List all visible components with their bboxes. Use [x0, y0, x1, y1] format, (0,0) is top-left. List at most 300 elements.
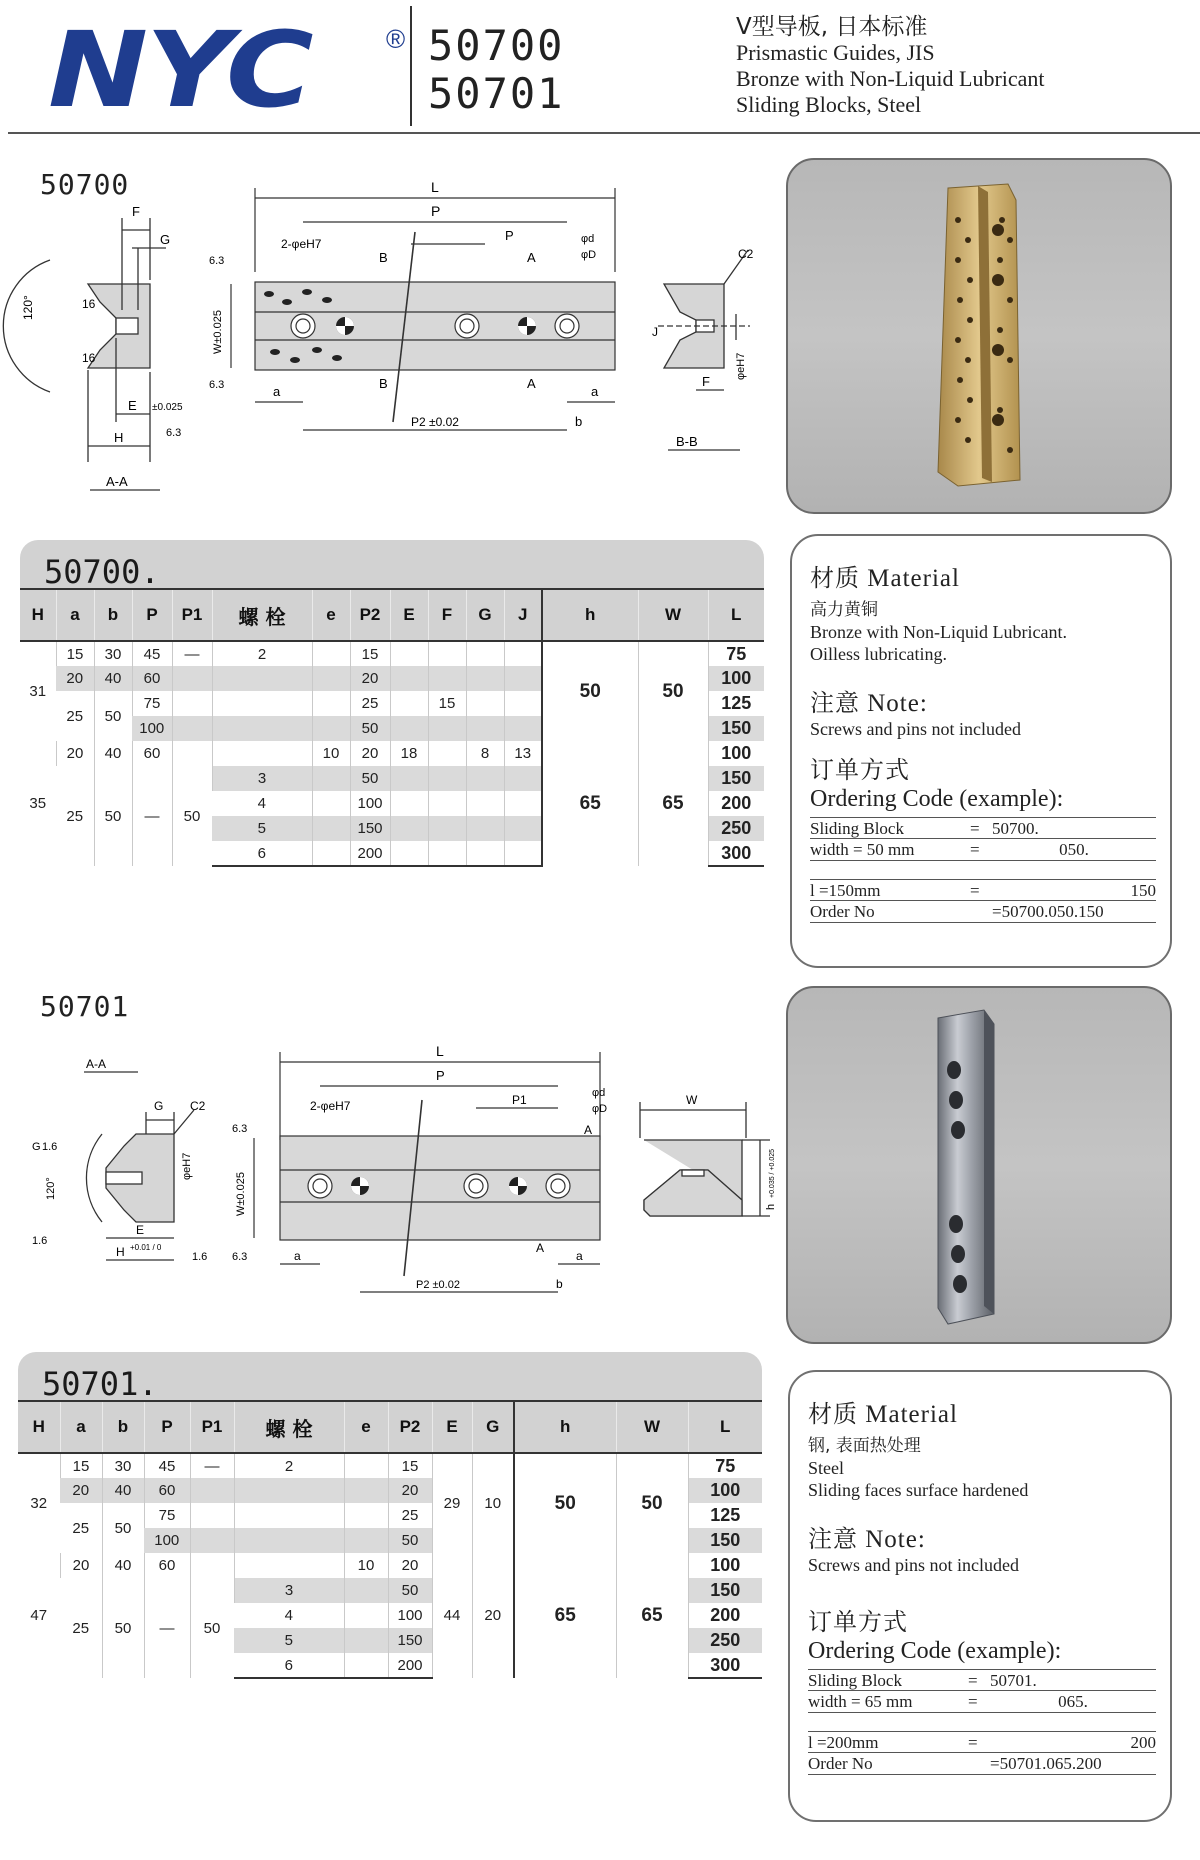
order-heading-cn-text: 订单方式	[808, 1608, 908, 1636]
hole-callout: 2-φeH7	[310, 1099, 351, 1113]
col-header: W	[638, 589, 708, 641]
hole-callout: 2-φeH7	[281, 237, 322, 251]
cell-e	[344, 1578, 388, 1603]
cell-bolt	[234, 1553, 344, 1578]
material-heading-cn: 材质	[810, 564, 860, 592]
cell-L: 200	[688, 1603, 762, 1628]
cell-bolt	[212, 691, 312, 716]
cell-P1: —	[190, 1453, 234, 1478]
cell-L: 75	[708, 641, 764, 666]
cell-P1	[190, 1478, 234, 1503]
dim-h: h	[765, 1203, 777, 1210]
dim-P: P	[436, 1068, 445, 1083]
cell-P2: 200	[350, 841, 390, 866]
product-photo-50700	[786, 158, 1172, 514]
cell-b: 40	[94, 741, 132, 766]
cell-J: 13	[504, 741, 542, 766]
cell-P2: 20	[388, 1478, 432, 1503]
cell-G: 20	[472, 1553, 514, 1678]
dim-a: a	[273, 384, 281, 399]
material-desc-cn: 钢, 表面热处理	[808, 1436, 921, 1456]
cell-P1	[190, 1503, 234, 1528]
col-header: 螺 栓	[212, 589, 312, 641]
cell-H: 32	[18, 1453, 60, 1553]
steel-guide-image	[788, 988, 1174, 1346]
cell-P2: 20	[388, 1553, 432, 1578]
cell-J	[504, 716, 542, 741]
cell-e	[344, 1603, 388, 1628]
order-value: =50700.050.150	[992, 902, 1104, 921]
cell-e	[312, 816, 350, 841]
cell-P: 45	[132, 641, 172, 666]
order-row	[808, 1753, 1156, 1775]
title-line: Bronze with Non-Liquid Lubricant	[736, 66, 1045, 91]
cell-P2: 150	[350, 816, 390, 841]
cell-bolt	[212, 741, 312, 766]
cell-E	[390, 641, 428, 666]
cell-P1	[172, 691, 212, 716]
col-header: P1	[190, 1401, 234, 1453]
col-header: e	[344, 1401, 388, 1453]
dim-W: W±0.025	[235, 1172, 247, 1216]
dim-P2: P2 ±0.02	[416, 1279, 460, 1291]
cell-F	[428, 716, 466, 741]
cell-L: 200	[708, 791, 764, 816]
cell-E	[390, 816, 428, 841]
cell-P2: 50	[350, 716, 390, 741]
section-mark-A: A	[584, 1123, 593, 1137]
dim-angle: 120°	[45, 1177, 57, 1200]
bronze-guide-image	[788, 160, 1174, 516]
cell-G	[466, 641, 504, 666]
dim-b: b	[575, 414, 583, 429]
table-header-row	[18, 1401, 762, 1453]
cell-e	[312, 791, 350, 816]
dim-h-tol: +0.035 / +0.025	[769, 1148, 776, 1198]
col-header: P1	[172, 589, 212, 641]
header-divider	[410, 6, 412, 126]
cell-P1: 50	[172, 766, 212, 866]
note-heading-en: Note:	[865, 1526, 926, 1553]
title-line: Sliding Blocks, Steel	[736, 92, 922, 117]
dim-H: H	[114, 430, 124, 445]
note-heading	[810, 683, 1156, 718]
cell-P1	[190, 1528, 234, 1553]
cell-bolt	[212, 666, 312, 691]
cell-P2: 50	[388, 1578, 432, 1603]
view-label-bb: B-B	[676, 434, 698, 449]
cell-P2: 20	[350, 741, 390, 766]
material-desc-cn: 高力黄铜	[810, 600, 878, 620]
cell-F	[428, 666, 466, 691]
col-header: H	[20, 589, 56, 641]
section-mark-B: B	[379, 376, 388, 391]
title-cn: V型导板, 日本标准	[736, 14, 928, 40]
order-key: width = 65 mm	[808, 1692, 913, 1711]
cell-e	[312, 841, 350, 866]
cell-P2: 15	[350, 641, 390, 666]
cell-J	[504, 791, 542, 816]
cell-F	[428, 791, 466, 816]
order-heading-en: Ordering Code (example):	[808, 1638, 1062, 1664]
order-row	[810, 901, 1156, 923]
cell-L: 125	[708, 691, 764, 716]
cell-a: 20	[60, 1478, 102, 1503]
cell-P2: 15	[388, 1453, 432, 1478]
cell-bolt: 5	[234, 1628, 344, 1653]
cell-bolt	[212, 716, 312, 741]
material-desc-line: Steel	[808, 1458, 844, 1478]
cell-b: 50	[102, 1503, 144, 1553]
cell-e	[344, 1528, 388, 1553]
cell-E: 29	[432, 1453, 472, 1553]
cell-e	[344, 1653, 388, 1678]
cell-a: 20	[56, 741, 94, 766]
order-key: Sliding Block	[808, 1671, 902, 1690]
cell-e	[312, 641, 350, 666]
col-header: a	[60, 1401, 102, 1453]
info-panel-50700	[790, 534, 1172, 968]
cell-a: 20	[60, 1553, 102, 1578]
view-label-aa: A-A	[106, 474, 128, 489]
col-header: E	[390, 589, 428, 641]
cell-F: 15	[428, 691, 466, 716]
cell-bolt	[234, 1478, 344, 1503]
cell-L: 250	[688, 1628, 762, 1653]
end-view-50701	[630, 1090, 780, 1240]
cell-J	[504, 691, 542, 716]
cell-P1	[172, 716, 212, 741]
cell-b: 30	[102, 1453, 144, 1478]
dim-F: F	[132, 204, 140, 219]
table-row	[20, 741, 764, 766]
order-row	[810, 879, 1156, 901]
spec-table-50700	[20, 540, 764, 867]
cell-P2: 25	[388, 1503, 432, 1528]
ordering-code-example	[808, 1669, 1156, 1775]
logo-text: NYC	[48, 9, 312, 131]
order-key: Order No	[810, 902, 875, 921]
order-value: 050.	[1059, 840, 1089, 859]
cell-G	[466, 666, 504, 691]
dim-F: F	[702, 374, 710, 389]
cell-b: 50	[94, 766, 132, 866]
cell-E: 44	[432, 1553, 472, 1678]
dim-E-tol: ±0.025	[152, 402, 183, 413]
info-panel-50701	[788, 1370, 1172, 1822]
product-code: 50700	[428, 21, 565, 70]
table-header-row	[20, 589, 764, 641]
dim-C2: C2	[190, 1099, 206, 1113]
spec-table	[20, 588, 764, 867]
order-row	[810, 839, 1156, 861]
order-key: l =150mm	[810, 881, 881, 900]
cell-L: 100	[708, 666, 764, 691]
dim-d: φd	[581, 233, 595, 245]
cell-F	[428, 841, 466, 866]
cell-a: 15	[60, 1453, 102, 1478]
col-header: G	[472, 1401, 514, 1453]
cell-P1: 50	[190, 1578, 234, 1678]
cell-P2: 200	[388, 1653, 432, 1678]
note-heading-cn: 注意	[810, 689, 860, 717]
order-row	[808, 1731, 1156, 1753]
cell-P2: 50	[350, 766, 390, 791]
cell-L: 100	[688, 1553, 762, 1578]
col-header: b	[102, 1401, 144, 1453]
dim-E: E	[136, 1223, 145, 1237]
col-header: L	[708, 589, 764, 641]
cell-a: 25	[56, 766, 94, 866]
registered-mark: ®	[386, 24, 406, 54]
cell-b: 50	[102, 1578, 144, 1678]
order-value: 065.	[1058, 1692, 1088, 1711]
cell-bolt: 2	[234, 1453, 344, 1478]
product-codes	[428, 22, 564, 118]
col-header: P2	[350, 589, 390, 641]
dim-E: E	[128, 398, 137, 413]
section-mark-B: B	[379, 250, 388, 265]
note-heading	[808, 1519, 1156, 1554]
dim-J: J	[652, 325, 658, 339]
col-header: G	[466, 589, 504, 641]
dim-chamfer-bottom: 1.6	[32, 1235, 48, 1247]
cell-P: —	[132, 766, 172, 866]
table-row	[20, 641, 764, 666]
spec-table	[18, 1400, 762, 1679]
cell-E	[390, 766, 428, 791]
roughness-symbol: 6.3	[209, 379, 225, 391]
cell-P1	[172, 666, 212, 691]
cell-b: 40	[102, 1478, 144, 1503]
dim-P: P	[431, 203, 441, 219]
cell-P2: 150	[388, 1628, 432, 1653]
col-header: P	[132, 589, 172, 641]
cell-a: 25	[56, 691, 94, 741]
order-eq: =	[970, 819, 980, 838]
plan-view-50701	[232, 1040, 626, 1310]
material-heading-en: Material	[865, 1401, 958, 1428]
order-heading-cn	[808, 1602, 1156, 1637]
cell-e	[312, 716, 350, 741]
dim-a: a	[576, 1249, 583, 1263]
order-value: 150	[1130, 881, 1156, 900]
cell-L: 150	[708, 716, 764, 741]
cell-E	[390, 716, 428, 741]
dim-L: L	[431, 179, 439, 195]
cell-h: 65	[542, 741, 638, 866]
cell-E	[390, 841, 428, 866]
material-heading-cn: 材质	[808, 1400, 858, 1428]
material-heading	[808, 1394, 1156, 1429]
dim-H: H	[116, 1245, 125, 1259]
cell-J	[504, 841, 542, 866]
cell-e: 10	[312, 741, 350, 766]
order-eq: =	[968, 1692, 978, 1711]
dim-angle: 120°	[21, 295, 35, 320]
cell-P: 100	[144, 1528, 190, 1553]
ordering-code-example	[810, 817, 1156, 923]
dim-L: L	[436, 1043, 444, 1059]
cell-bolt: 3	[234, 1578, 344, 1603]
order-eq: =	[970, 840, 980, 859]
roughness-symbol: 6.3	[209, 255, 225, 267]
cell-G	[466, 766, 504, 791]
cell-h: 50	[542, 641, 638, 741]
order-key: l =200mm	[808, 1733, 879, 1752]
col-header: P2	[388, 1401, 432, 1453]
note-text: Screws and pins not included	[808, 1555, 1019, 1575]
cell-E	[390, 691, 428, 716]
col-header: e	[312, 589, 350, 641]
cell-H: 47	[18, 1553, 60, 1678]
cell-e	[344, 1503, 388, 1528]
cell-E	[390, 791, 428, 816]
header-rule	[8, 132, 1200, 134]
cell-e: 10	[344, 1553, 388, 1578]
roughness-symbol: 6.3	[166, 427, 182, 439]
cell-P: 75	[132, 691, 172, 716]
cell-H: 35	[20, 741, 56, 866]
cell-P: 45	[144, 1453, 190, 1478]
cell-b: 40	[102, 1553, 144, 1578]
cell-P2: 100	[388, 1603, 432, 1628]
note-heading-en: Note:	[867, 690, 928, 717]
col-header: b	[94, 589, 132, 641]
product-photo-50701	[786, 986, 1172, 1344]
product-code: 50701	[428, 69, 565, 118]
cell-W: 50	[638, 641, 708, 741]
cell-P: 60	[144, 1478, 190, 1503]
cross-section-aa-50700	[20, 200, 183, 500]
cell-bolt: 5	[212, 816, 312, 841]
section-mark-A: A	[527, 250, 536, 265]
cell-e	[312, 666, 350, 691]
order-row	[810, 817, 1156, 839]
cell-L: 300	[708, 841, 764, 866]
cell-b: 30	[94, 641, 132, 666]
cell-P: 75	[144, 1503, 190, 1528]
cell-F	[428, 766, 466, 791]
order-value: 50700.	[992, 819, 1039, 838]
cell-a: 25	[60, 1503, 102, 1553]
cross-section-bb-50700	[640, 240, 770, 470]
cell-G	[466, 791, 504, 816]
col-header: h	[514, 1401, 616, 1453]
cell-P1	[172, 741, 212, 766]
cell-a: 25	[60, 1578, 102, 1678]
dim-G: G	[160, 232, 171, 247]
cell-bolt: 2	[212, 641, 312, 666]
dim-D: φD	[592, 1103, 608, 1115]
cross-section-aa-50701	[20, 1050, 220, 1300]
dim-a: a	[294, 1249, 301, 1263]
cell-h: 50	[514, 1453, 616, 1553]
cell-J	[504, 641, 542, 666]
order-heading-cn-text: 订单方式	[810, 756, 910, 784]
section-label-50701: 50701	[40, 990, 130, 1023]
dim-a: a	[591, 384, 599, 399]
cell-W: 65	[616, 1553, 688, 1678]
dim-W: W±0.025	[212, 310, 224, 354]
order-heading-en: Ordering Code (example):	[810, 786, 1064, 812]
dim-C2: C2	[738, 247, 754, 261]
table-row	[18, 1553, 762, 1578]
col-header: J	[504, 589, 542, 641]
dim-P1: P1	[512, 1093, 527, 1107]
dim-P-inner: P	[505, 228, 514, 243]
dim-chamfer-bottom: 16	[82, 351, 96, 365]
cell-L: 75	[688, 1453, 762, 1478]
cell-G: 10	[472, 1453, 514, 1553]
cell-bolt: 4	[284, 1607, 293, 1624]
title-line: Prismastic Guides, JIS	[736, 40, 935, 65]
cell-bolt: 6	[234, 1653, 344, 1678]
table-row	[18, 1453, 762, 1478]
cell-W: 50	[616, 1453, 688, 1553]
page-header	[0, 0, 1200, 132]
order-value: 200	[1130, 1733, 1156, 1752]
view-label-aa: A-A	[86, 1057, 107, 1071]
col-header: h	[542, 589, 638, 641]
dim-G: G	[154, 1099, 164, 1113]
order-eq: =	[968, 1733, 978, 1752]
order-value: 50701.	[990, 1671, 1037, 1690]
cell-b: 40	[94, 666, 132, 691]
order-eq: =	[970, 881, 980, 900]
cell-bolt	[234, 1503, 344, 1528]
material-heading-en: Material	[867, 565, 960, 592]
dim-G-top: G	[32, 1141, 41, 1153]
note-text: Screws and pins not included	[810, 719, 1021, 739]
order-eq	[968, 1753, 990, 1774]
cell-L: 150	[688, 1528, 762, 1553]
cell-L: 100	[708, 741, 764, 766]
section-mark-A: A	[527, 376, 536, 391]
cell-F	[428, 816, 466, 841]
order-heading-cn	[810, 750, 1156, 785]
cell-e	[344, 1453, 388, 1478]
cell-G: 8	[466, 741, 504, 766]
note-heading-cn: 注意	[808, 1525, 858, 1553]
section-label-50700: 50700	[40, 168, 130, 201]
cell-J	[504, 766, 542, 791]
cell-P2: 50	[388, 1528, 432, 1553]
dim-P2: P2 ±0.02	[411, 415, 459, 429]
cell-G	[466, 816, 504, 841]
cell-bolt: 4	[257, 795, 266, 812]
table-title: 50701.	[18, 1352, 762, 1400]
order-eq	[970, 901, 992, 922]
cell-P: 60	[144, 1553, 190, 1578]
cell-L: 150	[708, 766, 764, 791]
material-heading	[810, 558, 1156, 593]
cell-J	[504, 816, 542, 841]
material-desc-line: Sliding faces surface hardened	[808, 1480, 1029, 1500]
cell-G	[466, 716, 504, 741]
cell-L: 100	[688, 1478, 762, 1503]
cell-P2: 100	[350, 791, 390, 816]
cell-L: 150	[688, 1578, 762, 1603]
nyc-logo	[48, 9, 406, 131]
cell-E: 18	[390, 741, 428, 766]
col-header: L	[688, 1401, 762, 1453]
cell-a: 15	[56, 641, 94, 666]
cell-a: 20	[56, 666, 94, 691]
roughness-symbol: 1.6	[192, 1251, 208, 1263]
cell-e	[312, 691, 350, 716]
dim-H-tol: +0.01 / 0	[130, 1243, 162, 1252]
